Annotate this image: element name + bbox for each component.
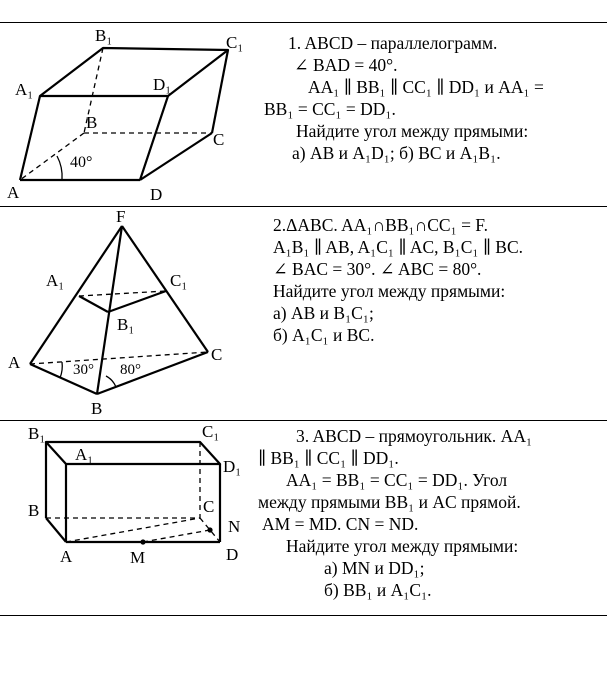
label-d1: D₁ — [153, 75, 172, 94]
problem-1-text — [264, 32, 544, 164]
label-c1: C₁ — [226, 33, 244, 52]
label-angle-80: 80° — [120, 362, 141, 378]
label-c: C — [203, 497, 215, 516]
problem-3-text — [258, 425, 532, 601]
label-b: B — [91, 399, 103, 418]
label-d: D — [226, 545, 239, 564]
label-a: A — [8, 353, 21, 372]
figure-parallelepiped — [0, 0, 290, 206]
label-f: F — [116, 207, 126, 226]
label-a: A — [7, 183, 20, 202]
label-angle-40: 40° — [70, 154, 93, 171]
problem-3-line-6: Найдите угол между прямыми: — [286, 536, 519, 556]
problem-1-line-1: 1. ABCD – параллелограмм. — [288, 33, 498, 53]
figure-pyramid — [0, 206, 275, 420]
problem-1-line-3: AA₁ ∥ BB₁ ∥ CC₁ ∥ DD₁ и AA₁ = — [308, 77, 544, 97]
label-c1: C₁ — [202, 422, 220, 441]
problem-3-line-4: между прямыми BB₁ и AC прямой. — [258, 492, 521, 512]
problem-3-line-5: AM = MD. CN = ND. — [262, 514, 419, 534]
label-c: C — [213, 130, 225, 149]
label-d: D — [150, 185, 163, 204]
problem-2-line-1: 2.ΔABC. AA₁∩BB₁∩CC₁ = F. — [273, 215, 489, 235]
label-a1: A₁ — [75, 445, 94, 464]
label-n: N — [228, 517, 241, 536]
label-b1: B₁ — [117, 315, 135, 334]
problem-3-line-3: AA₁ = BB₁ = CC₁ = DD₁. Угол — [286, 470, 508, 490]
problem-2-line-3: ∠ BAC = 30°. ∠ ABC = 80°. — [273, 259, 482, 279]
label-c1: C₁ — [170, 271, 188, 290]
problem-3-line-7: а) MN и DD₁; — [324, 558, 425, 578]
label-m: M — [130, 548, 146, 567]
label-d1: D₁ — [223, 457, 242, 476]
problem-2-line-4: Найдите угол между прямыми: — [273, 281, 506, 301]
problem-2-line-2: A₁B₁ ∥ AB, A₁C₁ ∥ AC, B₁C₁ ∥ BC. — [273, 237, 524, 257]
figure-rectangular-box — [0, 420, 265, 615]
label-b: B — [28, 501, 40, 520]
problem-1-line-5: Найдите угол между прямыми: — [296, 121, 529, 141]
problem-3-line-8: б) BB₁ и A₁C₁. — [324, 580, 432, 600]
label-angle-30: 30° — [73, 362, 94, 378]
problem-2-line-6: б) A₁C₁ и BC. — [273, 325, 375, 345]
problem-2-line-5: а) AB и B₁C₁; — [273, 303, 374, 323]
label-c: C — [211, 345, 223, 364]
problem-1-line-4: BB₁ = CC₁ = DD₁. — [264, 99, 396, 119]
label-b1: B₁ — [28, 424, 46, 443]
separator-bottom — [0, 615, 607, 616]
label-a: A — [60, 547, 73, 566]
problem-1-line-6: а) AB и A₁D₁; б) BC и A₁B₁. — [292, 143, 501, 163]
problem-2-text — [273, 214, 523, 346]
problem-3-line-1: 3. ABCD – прямоугольник. AA₁ — [296, 426, 533, 446]
problem-1-line-2: ∠ BAD = 40°. — [294, 55, 398, 75]
label-a1: A₁ — [15, 80, 34, 99]
label-b1: B₁ — [95, 26, 113, 45]
label-a1: A₁ — [46, 271, 65, 290]
label-b: B — [86, 113, 98, 132]
problem-3-line-2: ∥ BB₁ ∥ CC₁ ∥ DD₁. — [258, 448, 399, 468]
